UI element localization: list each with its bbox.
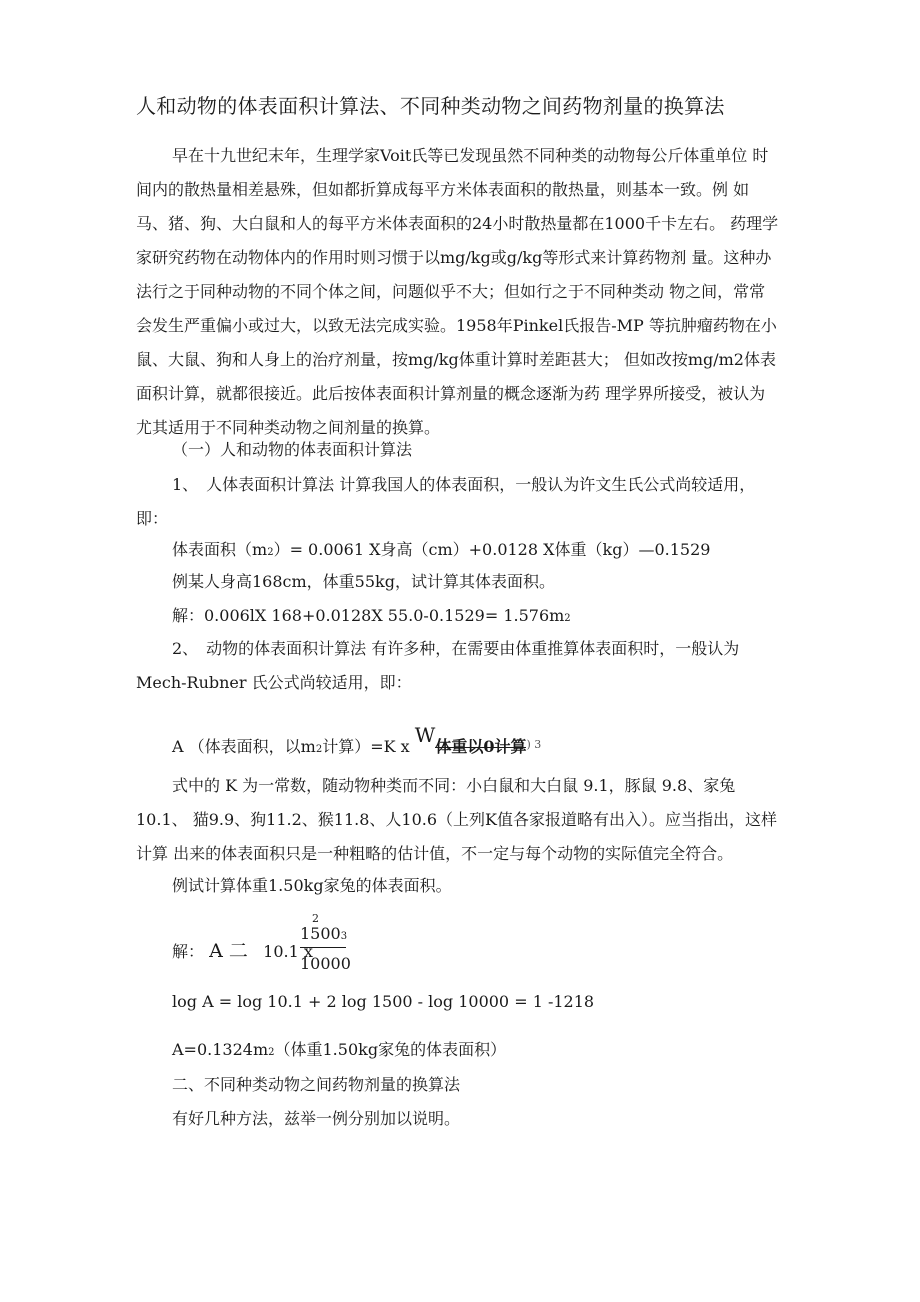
- solution-human-part: 解：0.006lX 168+0.0128X 55.0-0.1529= 1.576m: [172, 606, 565, 625]
- intro-paragraph: [136, 139, 786, 445]
- fraction-a-symbol: A 二: [209, 940, 248, 962]
- fraction-bar: [300, 947, 346, 948]
- solution-label: 解：: [172, 942, 205, 961]
- text-line: 会发生严重偏小或过大，以致无法完成实验。1958年Pinkel氏报告-MP 等抗肿瘤药物在小: [136, 316, 777, 335]
- text-line: 计算 出来的体表面积只是一种粗略的估计值，不一定与每个动物的实际值完全符合。: [136, 844, 734, 863]
- section1-heading: （一）人和动物的体表面积计算法: [172, 440, 413, 459]
- fraction-numerator: [300, 924, 347, 943]
- example-rabbit: 例试计算体重1.50kg家兔的体表面积。: [172, 876, 452, 895]
- example-human: 例某人身高168cm，体重55kg，试计算其体表面积。: [172, 572, 555, 591]
- text-line: 法行之于同种动物的不同个体之间，问题似乎不大；但如行之于不同种类动 物之间，常常: [136, 282, 766, 301]
- text-line: 鼠、大鼠、狗和人身上的治疗剂量，按mg/kg体重计算时差距甚大； 但如改按mg/m2体表: [136, 350, 776, 369]
- formula-struck-text: 体重以0计算: [435, 737, 527, 756]
- item1-paragraph: [136, 468, 786, 536]
- fraction-lead: [172, 936, 313, 963]
- text-line: 面积计算，就都很接近。此后按体表面积计算剂量的概念逐渐为药 理学界所接受，被认为: [136, 384, 766, 403]
- text-line: Mech-Rubner 氏公式尚较适用，即：: [136, 673, 412, 692]
- text-line: 10.1、 猫9.9、狗11.2、猴11.8、人10.6（上列K值各家报道略有出入）。应当指出，这样: [136, 810, 777, 829]
- result-line: [172, 1039, 506, 1064]
- page-title: 人和动物的体表面积计算法、不同种类动物之间药物剂量的换算法: [136, 94, 725, 118]
- formula-subscript: 2: [267, 547, 274, 558]
- formula-animal: [172, 723, 542, 757]
- formula-subscript: 2: [315, 744, 323, 755]
- text-line: 间内的散热量相差悬殊，但如都折算成每平方米体表面积的散热量，则基本一致。例 如: [136, 180, 750, 199]
- numerator-subscript: 3: [340, 931, 348, 942]
- item2-paragraph: [136, 632, 786, 700]
- result-part: （体重1.50kg家兔的体表面积）: [274, 1040, 507, 1059]
- text-line: 式中的 K 为一常数，随动物种类而不同：小白鼠和大白鼠 9.1，豚鼠 9.8、家兔: [172, 776, 736, 795]
- text-line: 尤其适用于不同种类动物之间剂量的换算。: [136, 418, 441, 437]
- formula-animal-mid: 计算）=K x: [322, 737, 415, 756]
- fraction-denominator: 10000: [300, 954, 351, 973]
- formula-w: W: [414, 723, 436, 747]
- solution-human: [172, 605, 571, 630]
- formula-exponent: ) 3: [526, 738, 542, 751]
- result-part: A=0.1324m: [172, 1040, 269, 1059]
- closing-line: 有好几种方法，兹举一例分别加以说明。: [172, 1109, 461, 1128]
- k-paragraph: [136, 769, 786, 871]
- text-line: 家研究药物在动物体内的作用时则习惯于以mg/kg或g/kg等形式来计算药物剂 量。这种办: [136, 248, 772, 267]
- formula-human: [172, 539, 710, 564]
- text-line: 即：: [136, 509, 169, 528]
- fraction-exponent: 2: [312, 912, 319, 925]
- text-line: 早在十九世纪末年，生理学家Voit氏等已发现虽然不同种类的动物每公斤体重单位 时: [172, 146, 769, 165]
- text-line: 1、 人体表面积计算法 计算我国人的体表面积，一般认为许文生氏公式尚较适用，: [172, 475, 756, 494]
- formula-human-part: ）= 0.0061 X身高（cm）+0.0128 X体重（kg）—0.1529: [273, 540, 711, 559]
- section2-heading: 二、不同种类动物之间药物剂量的换算法: [172, 1075, 461, 1094]
- fraction-coefficient: 10.1 x: [263, 942, 313, 961]
- formula-human-part: 体表面积（m: [172, 540, 268, 559]
- log-line: log A = log 10.1 + 2 log 1500 - log 10000 = 1 -1218: [172, 992, 595, 1011]
- numerator-value: 1500: [300, 924, 341, 943]
- formula-animal-prefix: A （体表面积，以m: [172, 737, 316, 756]
- result-subscript: 2: [268, 1047, 275, 1058]
- text-line: 马、猪、狗、大白鼠和人的每平方米体表面积的24小时散热量都在1000千卡左右。 药理学: [136, 214, 779, 233]
- text-line: 2、 动物的体表面积计算法 有许多种，在需要由体重推算体表面积时，一般认为: [172, 639, 740, 658]
- solution-subscript: 2: [564, 613, 571, 624]
